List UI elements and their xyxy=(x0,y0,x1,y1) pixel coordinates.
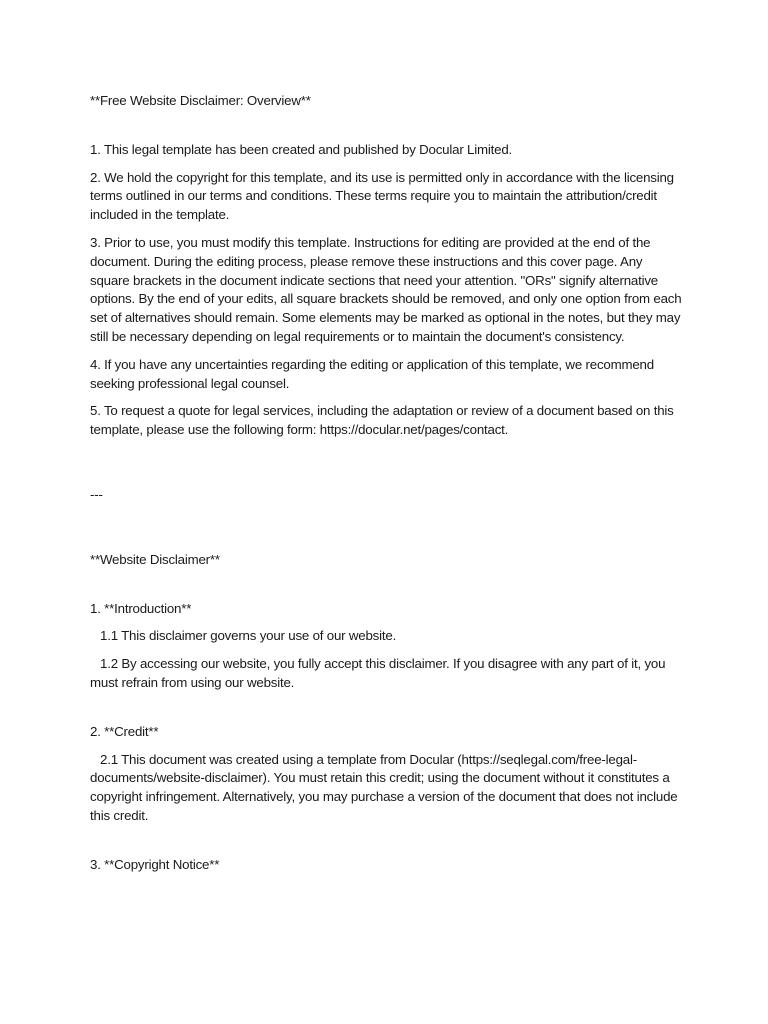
section-heading-credit: 2. **Credit** xyxy=(90,723,159,739)
document-body xyxy=(90,92,685,875)
disclaimer-title: **Website Disclaimer** xyxy=(90,551,220,567)
clause-2-1: 2.1 This document was created using a template from Docular (https://seqlegal.com/free-legal-documents/website-disclaimer). You must retain this credit; using the document without it constitutes a copyright infringement. Alternatively, you may purchase a version of the document that does not include this credit. xyxy=(90,751,678,823)
clause-1-1: 1.1 This disclaimer governs your use of our website. xyxy=(100,628,397,644)
overview-item-4: 4. If you have any uncertainties regarding the editing or application of this template, we recommend seeking professional legal counsel. xyxy=(90,356,654,391)
section-heading-copyright-notice: 3. **Copyright Notice** xyxy=(90,856,220,872)
overview-item-5: 5. To request a quote for legal services, including the adaptation or review of a document based on this template, please use the following form: https://docular.net/pages/contact. xyxy=(90,403,674,438)
overview-item-3: 3. Prior to use, you must modify this template. Instructions for editing are provided at the end of the document. During the editing process, please remove these instructions and this cover page. Any square brackets in the document indicate sections that need your attention. "ORs" signify alternative options. By the end of your edits, all square brackets should be removed, and only one option from each set of alternatives should remain. Some elements may be marked as optional in the notes, but they may still be necessary depending on legal requirements or to maintain the document's consistency. xyxy=(90,234,682,344)
section-heading-introduction: 1. **Introduction** xyxy=(90,600,192,616)
clause-1-2: 1.2 By accessing our website, you fully accept this disclaimer. If you disagree with any part of it, you must refrain from using our website. xyxy=(90,656,666,690)
document-title: **Free Website Disclaimer: Overview** xyxy=(90,93,311,108)
overview-item-2: 2. We hold the copyright for this template, and its use is permitted only in accordance with the licensing terms outlined in our terms and conditions. These terms require you to maintain the attribution/credit included in the template. xyxy=(90,169,674,223)
section-separator: --- xyxy=(90,486,103,502)
overview-item-1: 1. This legal template has been created and published by Docular Limited. xyxy=(90,141,513,157)
